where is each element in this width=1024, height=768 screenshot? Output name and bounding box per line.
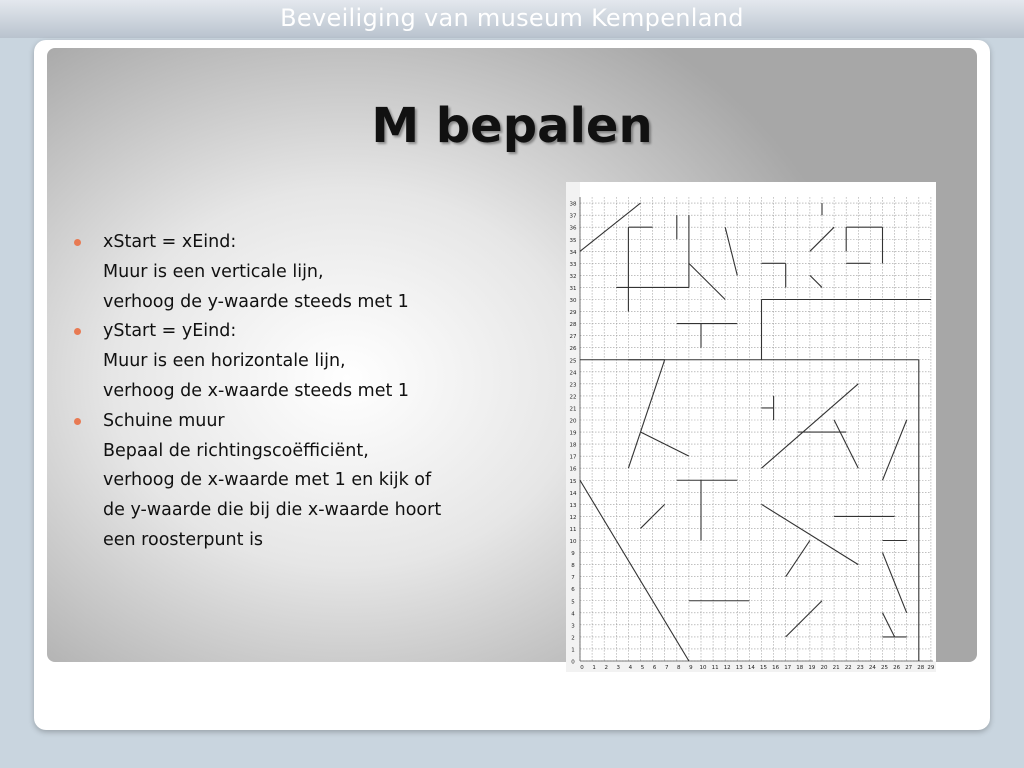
y-tick-label: 29: [569, 310, 577, 317]
x-tick-label: 0: [580, 665, 584, 671]
x-tick-label: 14: [747, 665, 755, 671]
y-tick-label: 33: [569, 261, 577, 268]
y-tick-label: 9: [571, 551, 575, 558]
bullet-line: yStart = yEind:: [103, 321, 237, 342]
y-tick-label: 37: [569, 213, 577, 220]
y-tick-label: 19: [569, 430, 577, 437]
y-tick-label: 8: [571, 563, 575, 570]
y-tick-label: 32: [569, 273, 577, 280]
x-tick-label: 23: [856, 665, 864, 671]
y-tick-label: 24: [569, 370, 577, 377]
y-tick-label: 13: [569, 502, 577, 509]
bullet-line: de y-waarde die bij die x-waarde hoort: [103, 500, 442, 521]
y-tick-label: 27: [569, 334, 577, 341]
x-tick-label: 25: [881, 665, 888, 671]
x-tick-label: 2: [604, 665, 608, 671]
x-tick-label: 18: [796, 665, 804, 671]
bullet-line: een roosterpunt is: [103, 529, 264, 550]
y-tick-label: 3: [571, 623, 575, 630]
bullet-vertical-wall: [74, 228, 544, 317]
wall-segment: [628, 360, 664, 468]
x-tick-label: 7: [664, 665, 669, 671]
wall-segment: [786, 601, 822, 637]
y-tick-label: 1: [571, 647, 575, 654]
x-tick-label: 15: [760, 665, 767, 671]
x-tick-label: 29: [927, 665, 935, 671]
bullet-horizontal-wall: [74, 317, 544, 406]
y-tick-label: 22: [569, 394, 577, 401]
wall-segment: [689, 263, 725, 299]
x-tick-label: 1: [592, 665, 596, 671]
presentation-title: Beveiliging van museum Kempenland: [280, 4, 744, 32]
y-tick-label: 31: [569, 285, 577, 292]
bullet-line: verhoog de x-waarde met 1 en kijk of: [103, 470, 432, 491]
x-tick-label: 12: [723, 665, 731, 671]
y-tick-label: 38: [569, 201, 577, 208]
y-tick-label: 23: [569, 382, 577, 389]
x-tick-label: 28: [917, 665, 925, 671]
y-tick-label: 5: [571, 599, 575, 606]
slide-title: M bepalen: [371, 98, 653, 154]
x-tick-label: 22: [844, 665, 852, 671]
x-tick-label: 13: [735, 665, 743, 671]
x-tick-label: 27: [905, 665, 913, 671]
y-tick-label: 12: [569, 514, 577, 521]
y-tick-label: 30: [569, 298, 577, 304]
x-tick-label: 24: [868, 665, 876, 671]
x-tick-label: 16: [772, 665, 780, 671]
y-tick-label: 26: [569, 346, 577, 353]
x-tick-label: 20: [820, 665, 828, 671]
bullet-diagonal-wall: [74, 407, 544, 556]
floor-plan-svg: [566, 182, 936, 672]
wall-segment: [580, 480, 689, 661]
y-tick-label: 34: [569, 249, 577, 256]
x-tick-label: 17: [784, 665, 792, 671]
y-tick-label: 4: [571, 611, 575, 618]
x-tick-label: 3: [616, 665, 621, 671]
y-tick-label: 15: [569, 478, 577, 485]
y-tick-label: 18: [569, 442, 577, 449]
y-tick-label: 11: [569, 526, 577, 533]
y-tick-label: 17: [569, 454, 577, 461]
y-tick-label: 14: [569, 490, 577, 497]
y-tick-label: 6: [571, 587, 575, 594]
floor-plan-grid: [566, 182, 936, 672]
bullet-line: verhoog de y-waarde steeds met 1: [103, 291, 409, 312]
y-tick-label: 35: [569, 237, 577, 244]
y-tick-label: 2: [571, 635, 575, 642]
bullet-line: Bepaal de richtingscoëfficiënt,: [103, 440, 369, 461]
y-tick-label: 25: [569, 358, 577, 365]
y-tick-label: 0: [571, 659, 575, 666]
y-tick-label: 16: [569, 466, 577, 473]
wall-segment: [834, 420, 858, 468]
x-tick-label: 5: [640, 665, 645, 671]
title-bar: [0, 0, 1024, 38]
x-tick-label: 26: [893, 665, 901, 671]
bullet-line: verhoog de x-waarde steeds met 1: [103, 380, 410, 401]
y-tick-label: 10: [569, 539, 577, 545]
y-tick-label: 28: [569, 322, 577, 329]
x-tick-label: 8: [677, 665, 681, 671]
bullet-line: Muur is een verticale lijn,: [103, 261, 324, 282]
bullet-line: Schuine muur: [103, 410, 225, 431]
x-tick-label: 11: [711, 665, 719, 671]
x-tick-label: 10: [699, 665, 707, 671]
wall-segment: [810, 275, 822, 287]
x-tick-label: 9: [689, 665, 693, 671]
y-tick-label: 20: [569, 418, 577, 425]
bullet-list: [74, 228, 544, 556]
bullet-line: xStart = xEind:: [103, 232, 237, 252]
y-tick-label: 7: [571, 575, 575, 582]
y-tick-label: 36: [569, 225, 577, 232]
x-tick-label: 6: [652, 665, 657, 671]
bullet-line: Muur is een horizontale lijn,: [103, 351, 346, 372]
x-tick-label: 4: [628, 665, 633, 671]
x-tick-label: 21: [832, 665, 840, 671]
y-tick-label: 21: [569, 406, 577, 413]
x-tick-label: 19: [808, 665, 816, 671]
